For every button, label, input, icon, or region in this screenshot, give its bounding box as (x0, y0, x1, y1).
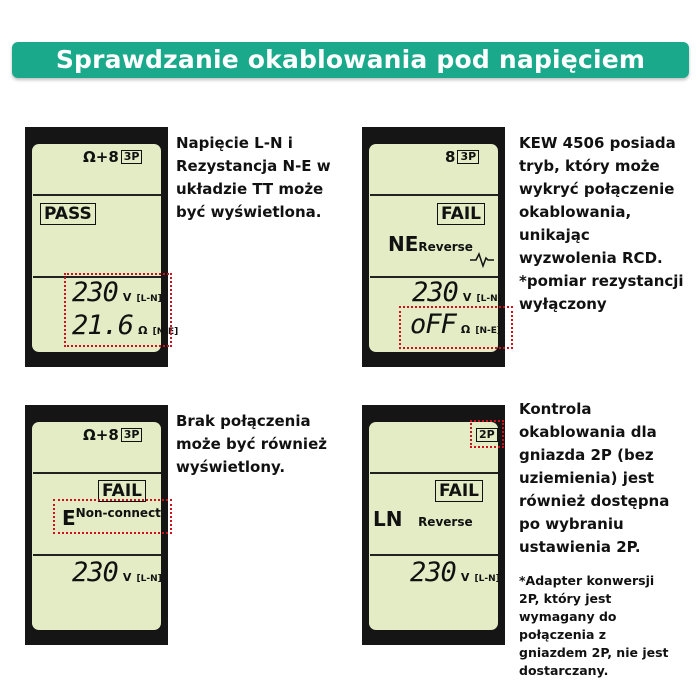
mode-icons (83, 426, 142, 444)
divider (33, 194, 161, 196)
status-badge: FAIL (435, 480, 483, 502)
fault-label: NEReverse (388, 232, 473, 256)
reading-voltage: 230 V [L-N] (72, 557, 162, 588)
reading-voltage: 230 V [L-N] (72, 277, 162, 308)
highlight-box (399, 306, 513, 349)
fault-label: LN Reverse (373, 507, 473, 531)
reading-voltage: 230 V [L-N] (412, 277, 502, 308)
fault-label: ENon-connect (62, 506, 161, 530)
reading-resistance: 21.6 Ω [N-E] (72, 310, 179, 341)
reading-resistance: oFF Ω [N-E] (410, 309, 501, 340)
ohm-plus-icon: Ω+ (83, 148, 109, 166)
bell-icon: 8 (108, 148, 119, 166)
mode-badge: 3P (121, 428, 143, 442)
divider (370, 554, 498, 556)
mode-badge: 3P (457, 150, 479, 164)
divider (370, 472, 498, 474)
divider (370, 194, 498, 196)
page-title: Sprawdzanie okablowania pod napięciem (55, 45, 646, 74)
bell-icon: 8 (445, 148, 456, 166)
divider (33, 554, 161, 556)
mode-badge: 3P (121, 150, 143, 164)
divider (33, 472, 161, 474)
highlight-box (470, 420, 504, 448)
reading-voltage: 230 V [L-N] (410, 557, 500, 588)
ohm-plus-icon: Ω+ (83, 426, 109, 444)
mode-icons (445, 148, 479, 166)
description-non-connect: Brak połączenia może być również wyświetlony. (176, 412, 327, 476)
description-ne-reverse: KEW 4506 posiada tryb, który może wykryć połączenie okablowania, unikając wyzwolenia RCD. *pomiar rezystancji wyłączony (519, 134, 684, 313)
status-badge: FAIL (98, 480, 146, 502)
description-pass: Napięcie L-N i Rezystancja N-E w układzie TT może być wyświetlona. (176, 134, 331, 221)
waveform-icon (470, 252, 494, 268)
highlight-box (53, 499, 172, 534)
description-ln-reverse: Kontrola okablowania dla gniazda 2P (bez uziemienia) jest również dostępna po wybraniu ustawienia 2P. (519, 400, 670, 556)
bell-icon: 8 (108, 426, 119, 444)
mode-badge: 2P (476, 428, 498, 442)
mode-icons (83, 148, 142, 166)
adapter-note: *Adapter konwersji 2P, który jest wymagany do połączenia z gniazdem 2P, nie jest dostarczany. (519, 573, 669, 678)
status-badge: PASS (40, 203, 96, 225)
highlight-box (64, 273, 172, 347)
title-banner (12, 42, 689, 78)
status-badge: FAIL (437, 203, 485, 225)
